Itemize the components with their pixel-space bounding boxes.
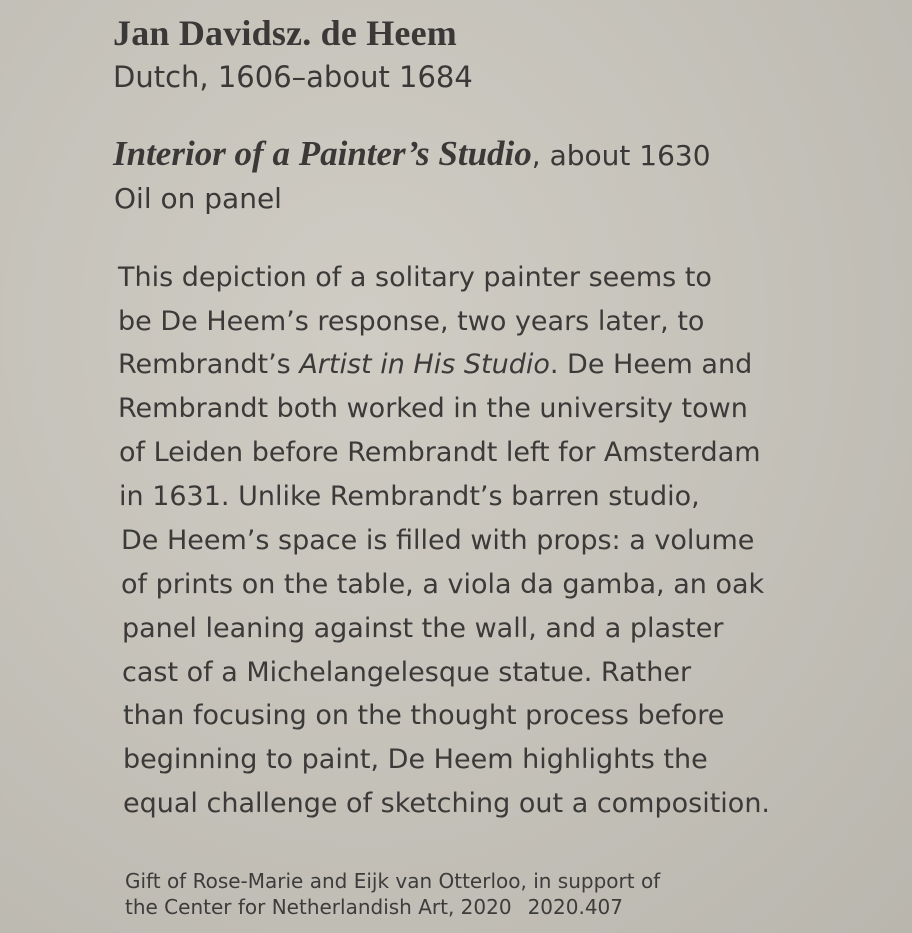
description-line (123, 788, 770, 819)
description-text: panel leaning against the wall, and a plaster (122, 613, 724, 644)
description-text: be De Heem’s response, two years later, to (118, 306, 705, 337)
artwork-date: , about 1630 (531, 139, 711, 172)
description-text: than focusing on the thought process before (123, 700, 725, 731)
description-line (121, 569, 764, 600)
description-line (119, 437, 761, 468)
description-italic-title: Artist in His Studio (299, 349, 550, 380)
description-text: . De Heem and (549, 349, 753, 380)
description-line (123, 700, 724, 731)
artist-nationality-dates: Dutch, 1606–about 1684 (113, 60, 473, 94)
description-line (122, 613, 723, 644)
description-text: beginning to paint, De Heem highlights the (123, 744, 708, 775)
artwork-medium: Oil on panel (114, 182, 282, 215)
description-line (118, 306, 704, 337)
description-text: equal challenge of sketching out a composition. (123, 788, 771, 819)
description-text: of prints on the table, a viola da gamba, an oak (121, 569, 765, 600)
description-line (118, 393, 748, 424)
artist-name: Jan Davidsz. de Heem (113, 13, 457, 53)
description-line (118, 262, 712, 293)
description-text: of Leiden before Rembrandt left for Amsterdam (119, 437, 761, 468)
description-text: This depiction of a solitary painter seems to (118, 262, 712, 293)
artwork-title: Interior of a Painter’s Studio (113, 134, 532, 173)
description-text: Rembrandt both worked in the university town (118, 393, 748, 424)
description-line (119, 481, 700, 512)
accession-number: 2020.407 (527, 895, 624, 919)
description-text: Rembrandt’s (118, 349, 300, 380)
description-text: in 1631. Unlike Rembrandt’s barren studio, (119, 481, 700, 512)
description-line (123, 744, 708, 775)
description-line (118, 349, 752, 380)
description-text: cast of a Michelangelesque statue. Rather (122, 657, 692, 688)
credit-text: the Center for Netherlandish Art, 2020 (125, 895, 512, 919)
description-line (122, 657, 691, 688)
credit-line-1: Gift of Rose-Marie and Eijk van Otterloo, in support of (125, 869, 661, 893)
description-line (121, 525, 754, 556)
description-text: De Heem’s space is filled with props: a volume (121, 525, 755, 556)
credit-line-2 (125, 895, 623, 919)
